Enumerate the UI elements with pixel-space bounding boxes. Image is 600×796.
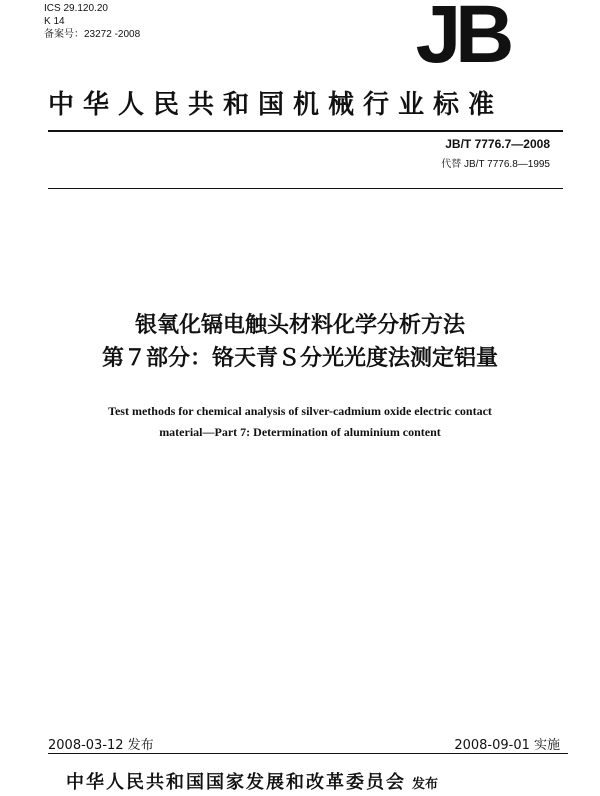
- chinese-title-line-2: 第７部分：铬天青Ｓ分光光度法测定铝量: [101, 346, 498, 371]
- english-title-line-1: Test methods for chemical analysis of silver-cadmium oxide electric contact: [108, 404, 492, 418]
- bottom-rule: [48, 753, 568, 754]
- replaced-standard: 代替 JB/T 7776.8—1995: [441, 159, 550, 170]
- english-title-line-2: material—Part 7: Determination of aluminium content: [159, 425, 441, 439]
- publisher-name: 中华人民共和国国家发展和改革委员会: [66, 772, 406, 793]
- issue-date: 2008-03-12 发布: [48, 738, 154, 753]
- class-code: K 14: [44, 16, 65, 27]
- publisher: [66, 768, 438, 794]
- top-rule: [48, 130, 563, 132]
- jb-logo: JB: [415, 0, 509, 80]
- record-number: 备案号：23272 -2008: [44, 29, 141, 40]
- chinese-title-line-1: 银氧化镉电触头材料化学分析方法: [134, 313, 465, 338]
- ics-code: ICS 29.120.20: [44, 3, 108, 14]
- middle-rule: [48, 188, 563, 189]
- publisher-suffix: 发布: [412, 777, 439, 792]
- implementation-date: 2008-09-01 实施: [454, 738, 560, 753]
- standard-number: JB/T 7776.7—2008: [445, 137, 550, 151]
- org-title: 中华人民共和国机械行业标准: [48, 90, 504, 120]
- classification-block: [44, 2, 140, 41]
